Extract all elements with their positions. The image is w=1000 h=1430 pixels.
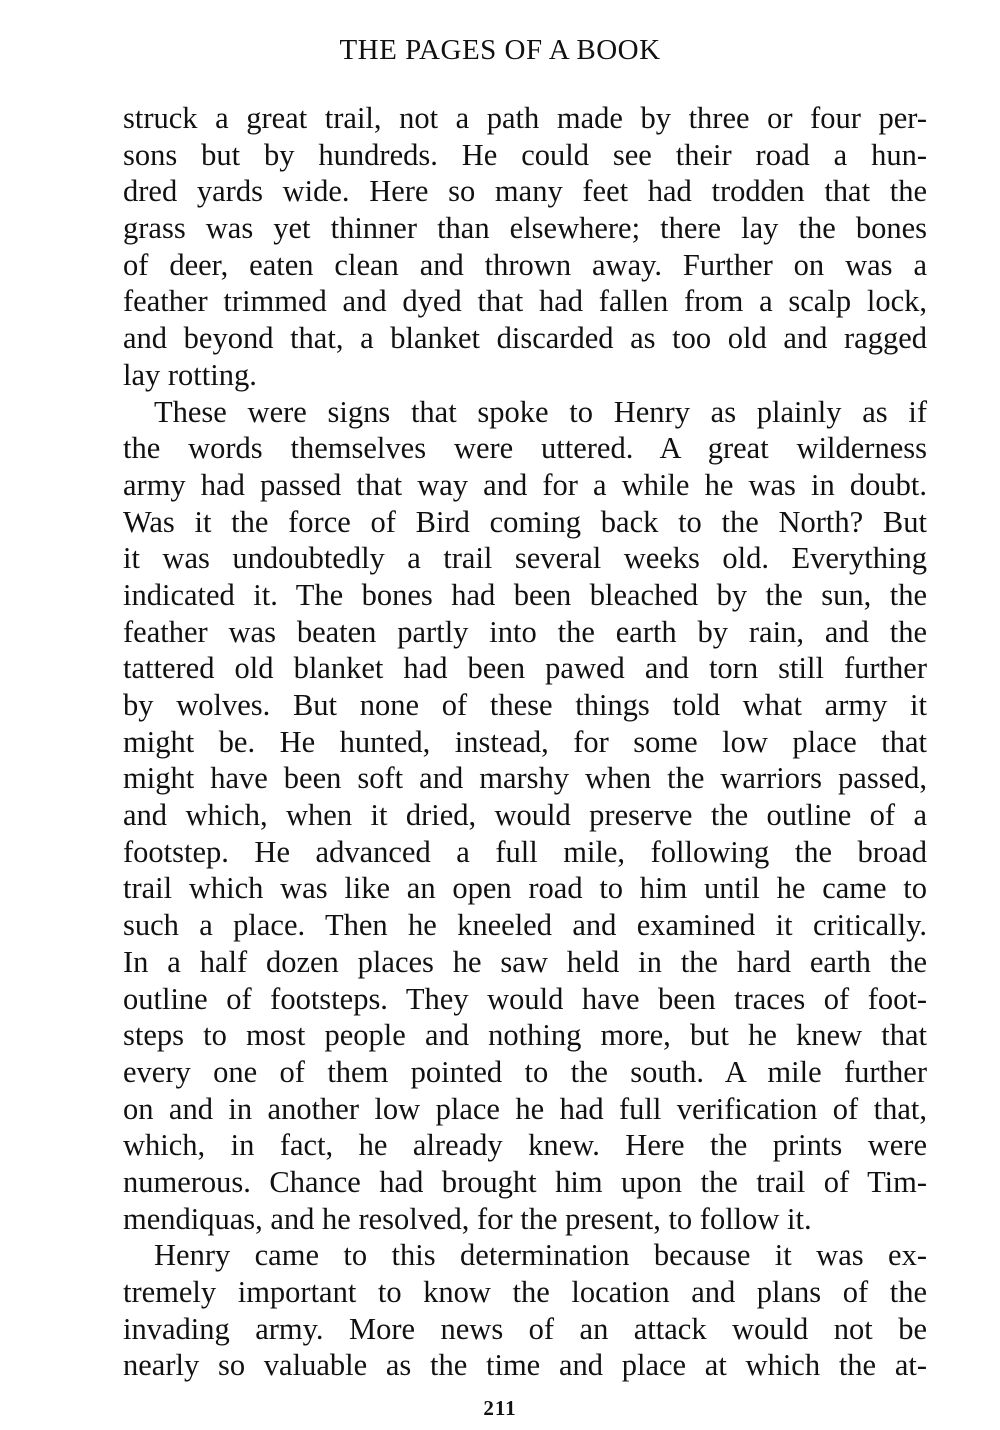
text-line: indicated it. The bones had been bleached by the sun, the (123, 577, 927, 612)
text-line: grass was yet thinner than elsewhere; there lay the bones (123, 211, 927, 246)
text-line: it was undoubtedly a trail several weeks old. Everything (123, 541, 927, 576)
text-line: numerous. Chance had brought him upon the trail of Tim- (123, 1164, 927, 1199)
text-line: feather trimmed and dyed that had fallen from a scalp lock, (123, 284, 927, 319)
text-line: These were signs that spoke to Henry as plainly as if (154, 394, 927, 429)
text-line: the words themselves were uttered. A great wilderness (123, 431, 927, 466)
body-text (123, 100, 927, 1384)
text-line: on and in another low place he had full verification of that, (123, 1091, 927, 1126)
text-line: steps to most people and nothing more, but he knew that (123, 1018, 927, 1053)
text-line: every one of them pointed to the south. A mile further (123, 1054, 927, 1089)
text-line: might be. He hunted, instead, for some low place that (123, 724, 927, 759)
text-line: which, in fact, he already knew. Here the prints were (123, 1128, 927, 1163)
page-number: 211 (483, 1396, 517, 1420)
text-line: dred yards wide. Here so many feet had trodden that the (123, 174, 927, 209)
running-head: THE PAGES OF A BOOK (339, 34, 661, 66)
text-line: by wolves. But none of these things told what army it (123, 688, 927, 722)
text-line: footstep. He advanced a full mile, following the broad (123, 834, 927, 869)
text-line: outline of footsteps. They would have been traces of foot- (123, 981, 927, 1016)
text-line: Henry came to this determination because it was ex- (154, 1238, 927, 1273)
text-line: tremely important to know the location and plans of the (123, 1275, 927, 1309)
text-line: Was it the force of Bird coming back to the North? But (123, 504, 927, 539)
text-line: nearly so valuable as the time and place at which the at- (123, 1348, 927, 1383)
text-line: army had passed that way and for a while he was in doubt. (123, 467, 927, 502)
text-line: such a place. Then he kneeled and examined it critically. (123, 908, 927, 943)
text-line: mendiquas, and he resolved, for the present, to follow it. (123, 1201, 812, 1236)
text-line: lay rotting. (123, 357, 257, 392)
text-line: of deer, eaten clean and thrown away. Further on was a (123, 247, 927, 282)
text-line: and which, when it dried, would preserve the outline of a (123, 798, 927, 833)
text-line: sons but by hundreds. He could see their road a hun- (123, 137, 927, 172)
text-line: trail which was like an open road to him until he came to (123, 871, 927, 906)
text-line: feather was beaten partly into the earth by rain, and the (123, 614, 927, 649)
text-line: might have been soft and marshy when the warriors passed, (123, 761, 927, 796)
text-line: and beyond that, a blanket discarded as too old and ragged (123, 321, 927, 356)
text-line: tattered old blanket had been pawed and torn still further (123, 651, 927, 686)
text-line: invading army. More news of an attack would not be (123, 1311, 927, 1346)
text-line: struck a great trail, not a path made by three or four per- (123, 101, 927, 135)
text-line: In a half dozen places he saw held in the hard earth the (123, 944, 927, 979)
